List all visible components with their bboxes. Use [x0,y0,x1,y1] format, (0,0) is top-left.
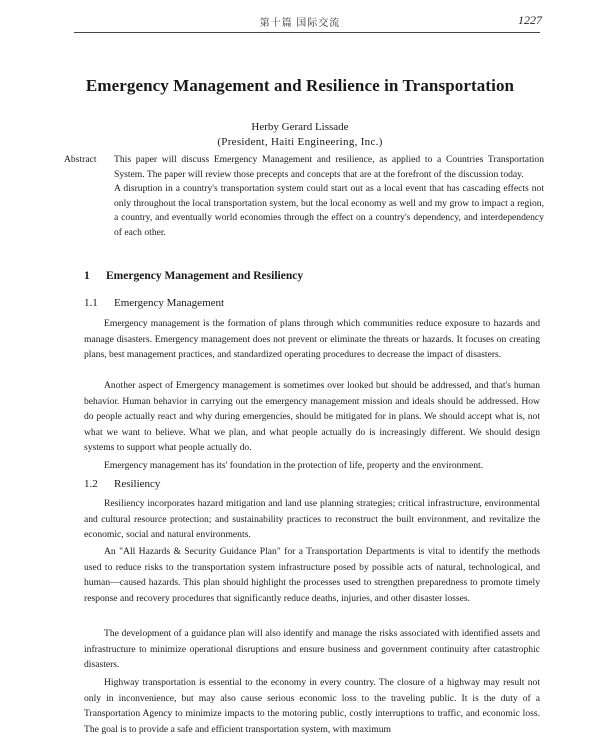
author-name: Herby Gerard Lissade [251,121,349,133]
abstract-body [114,153,544,241]
section-number: 1 [84,270,90,282]
body-paragraph: Emergency management has its' foundation in the protection of life, property and the environment. [104,460,484,471]
subsection-heading [84,478,160,490]
abstract-paragraph: A disruption in a country's transportation system could start out as a local event that has cascading effects not only throughout the local transportation system, but the local economy as well and my grow to impact a region, a country, and eventually world economies through the effect on a country's dependency, and interdependency of each other. [114,183,544,238]
page-number: 1227 [518,13,542,27]
body-paragraph: The development of a guidance plan will also identify and manage the risks associated with identified assets and infrastructure to minimize operational disruptions and ensure business and government continuity after catastrophic disasters. [84,628,540,670]
header-rule [74,32,540,33]
abstract [64,153,544,241]
subsection-heading [84,297,224,309]
body-paragraph: Emergency management is the formation of plans through which communities reduce exposure to hazards and manage disasters. Emergency management does not prevent or eliminate the threats or hazards. It focuses on creating plans, best management practices, and standardized operating procedures to decrease the impact of disasters. [84,318,540,360]
body-paragraph: Another aspect of Emergency management is sometimes over looked but should be addressed, and that's human behavior. Human behavior in carrying out the emergency management mission and ideals should be addressed. How do people actually react and why during emergencies, should be mitigated for in plans. We should accept what is, not what we want to believe. What we plan, and what people actually do is increasingly different. We should design systems to support what people actually do. [84,380,540,453]
body-paragraph: Highway transportation is essential to the economy in every country. The closure of a highway may result not only in inconvenience, but may also cause serious economic loss to the traveling public. It is the duty of a Transportation Agency to minimize impacts to the motoring public, costly interruptions to traffic, and economic loss. The goal is to provide a safe and efficient transportation system, with maximum [84,677,540,735]
subsection-number: 1.2 [84,478,98,490]
subsection-title: Resiliency [114,478,161,490]
subsection-number: 1.1 [84,297,98,309]
section-title: Emergency Management and Resiliency [106,270,304,282]
paper-title: Emergency Management and Resilience in Transportation [85,76,515,95]
page-header [0,14,600,30]
running-head: 第十篇 国际交流 [259,18,341,29]
abstract-paragraph: This paper will discuss Emergency Management and resilience, as applied to a Countries Transportation System. The paper will review those precepts and concepts that are at the forefront of the discussion today. [114,154,544,180]
abstract-label: Abstract [64,154,97,165]
section-heading [84,270,303,282]
subsection-title: Emergency Management [114,297,225,309]
body-paragraph: Resiliency incorporates hazard mitigation and land use planning strategies; critical infrastructure, environmental and cultural resource protection; and sustainability practices to reconstruct the built environment, and revitalize the economic, social and natural environments. [84,498,540,540]
body-paragraph: An "All Hazards & Security Guidance Plan" for a Transportation Departments is vital to identify the methods used to reduce risks to the transportation system infrastructure posed by possible acts of natural, technological, and human—caused hazards. This plan should highlight the processes used to strengthen preparedness to promote timely response and recovery procedures that significantly reduce deaths, injuries, and other disaster losses. [84,546,540,604]
author-affiliation: (President, Haiti Engineering, Inc.) [217,136,383,148]
